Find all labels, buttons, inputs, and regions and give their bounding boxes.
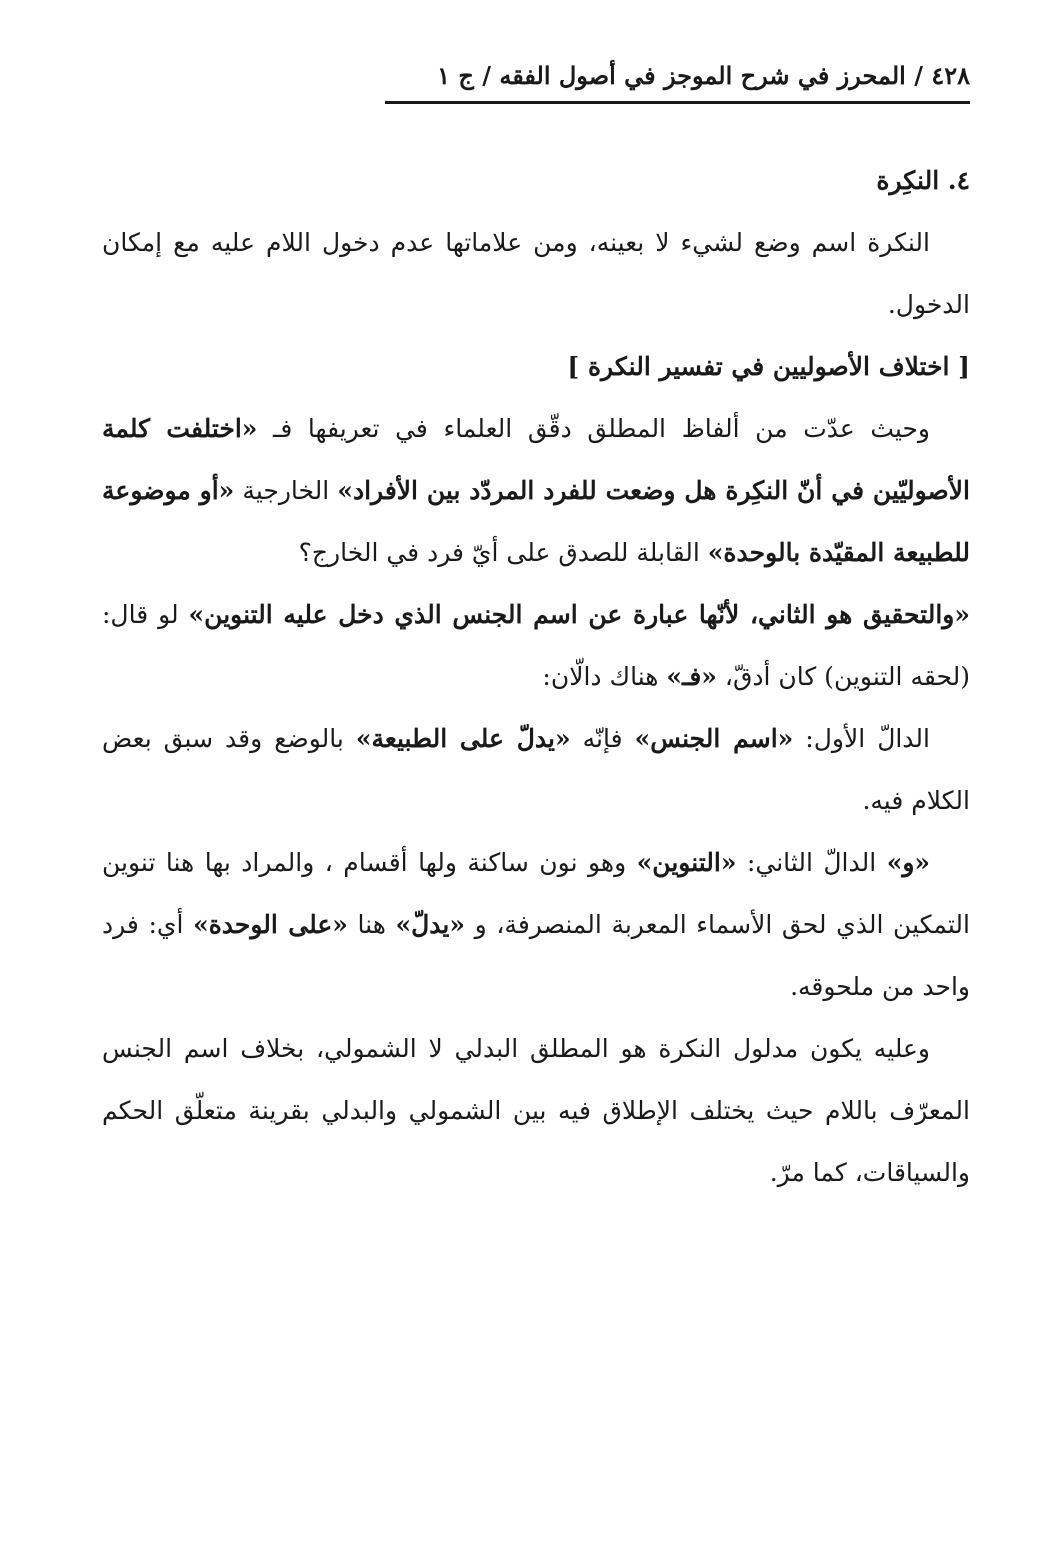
p3-text-a: الدالّ الأول: — [793, 724, 930, 753]
p4-quote-d: «على الوحدة» — [193, 910, 348, 939]
p4-text-h: أي: فرد واحد من ملحوقه. — [102, 910, 970, 1001]
p3-text-e: بالوضع وقد سبق بعض الكلام فيه. — [102, 724, 970, 815]
paragraph-4 — [102, 832, 970, 1018]
p1-text-a: وحيث عدّت من ألفاظ المطلق دقّق العلماء في تعريفها فـ — [257, 414, 930, 443]
p3-text-c: فإنّه — [570, 724, 635, 753]
paragraph-2 — [102, 584, 970, 708]
definition-line-2: مع إمكان الدخول. — [102, 228, 970, 319]
paragraph-5: وعليه يكون مدلول النكرة هو المطلق البدلي لا الشمولي، بخلاف اسم الجنس المعرّف باللام حيث يختلف الإطلاق فيه بين الشمولي والبدلي بقرينة متعلّق الحكم والسياقات، كما مرّ. — [102, 1034, 970, 1187]
paragraph-3 — [102, 708, 970, 832]
paragraph-1 — [102, 398, 970, 584]
p2-quote-a: «والتحقيق هو الثاني، لأنّها عبارة عن اسم الجنس الذي دخل عليه التنوين» — [188, 600, 970, 629]
p1-quote-b: «أو موضوعة للطبيعة المقيّدة بالوحدة» — [102, 476, 970, 567]
p4-quote-a: «و» — [886, 848, 931, 877]
section-heading: ٤. النكِرة — [876, 166, 970, 195]
p2-quote-b: «فـ» — [666, 662, 717, 691]
p4-text-d: وهو نون ساكنة ولها أقسام ، والمراد بها هنا تنوين التمكين الذي لحق الأسماء المعربة المنصرفة، و — [102, 848, 970, 939]
p4-quote-c: «يدلّ» — [395, 910, 466, 939]
p4-text-b: الدالّ الثاني: — [736, 848, 887, 877]
p3-quote-a: «اسم الجنس» — [634, 724, 794, 753]
running-header: ٤٢٨ / المحرز في شرح الموجز في أصول الفقه / ج ١ — [437, 61, 970, 90]
definition-paragraph — [102, 212, 970, 336]
p2-text-b: لو قال: (لحقه التنوين) كان أدقّ، — [102, 600, 970, 691]
subheading: [ اختلاف الأصوليين في تفسير النكرة ] — [567, 352, 970, 381]
header-divider — [385, 101, 970, 104]
page-body — [102, 150, 970, 1204]
definition-line-1: النكرة اسم وضع لشيء لا بعينه، ومن علاماتها عدم دخول اللام عليه — [210, 228, 930, 257]
p4-quote-b: «التنوين» — [636, 848, 737, 877]
p4-text-f: هنا — [347, 910, 396, 939]
p1-text-c: الخارجية — [234, 476, 338, 505]
p1-quote-a: «اختلفت كلمة الأصوليّين في أنّ النكِرة هل وضعت للفرد المردّد بين الأفراد» — [102, 414, 970, 505]
p2-text-d: هناك دالّان: — [542, 662, 667, 691]
p1-text-e: القابلة للصدق على أيّ فرد في الخارج؟ — [298, 538, 708, 567]
p3-quote-b: «يدلّ على الطبيعة» — [355, 724, 571, 753]
